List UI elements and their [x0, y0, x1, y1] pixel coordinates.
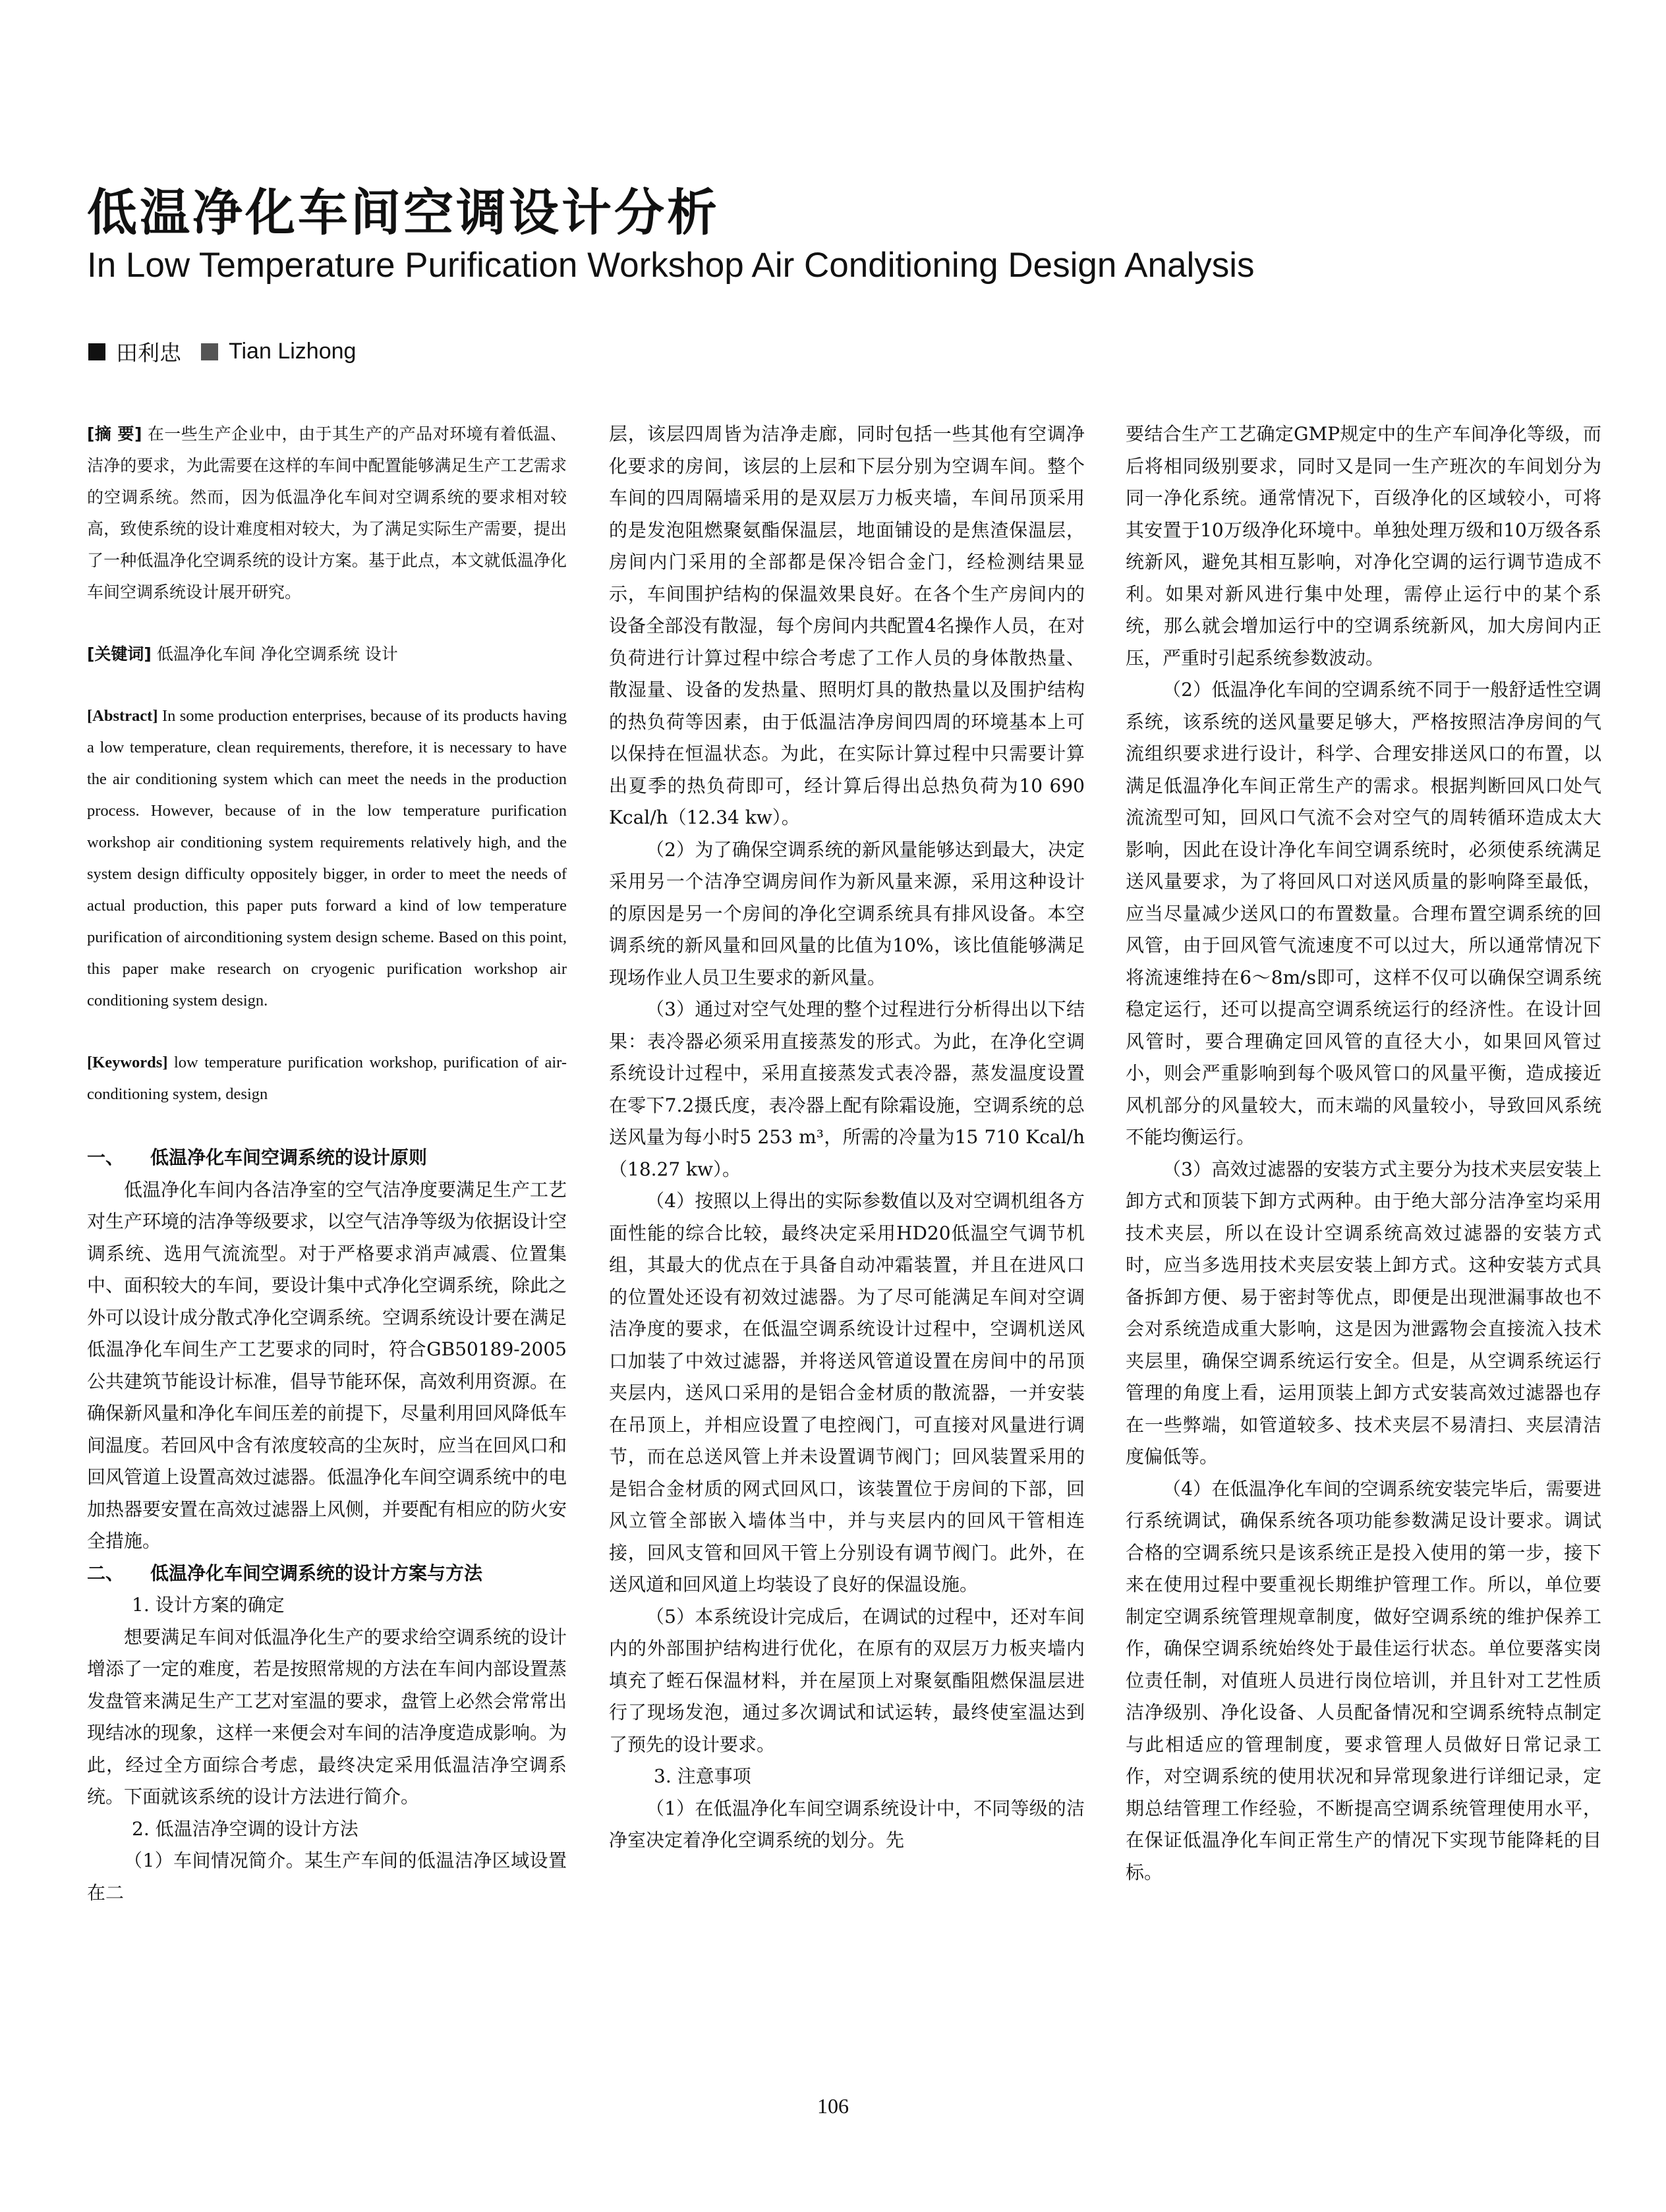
subsection-3-paragraph-4: （4）在低温净化车间的空调系统安装完毕后，需要进行系统调试，确保系统各项功能参数满足设计要求。调试合格的空调系统只是该系统正是投入使用的第一步，接下来在使用过程中要重视长期维护管理工作。所以，单位要制定空调系统管理规章制度，做好空调系统的维护保养工作，确保空调系统始终处于最佳运行状态。单位要落实岗位责任制，对值班人员进行岗位培训，并且针对工艺性质洁净级别、净化设备、人员配备情况和空调系统特点制定与此相适应的管理制度，要求管理人员做好日常记录工作，对空调系统的使用状况和异常现象进行详细记录，定期总结管理工作经验，不断提高空调系统管理使用水平，在保证低温净化车间正常生产的情况下实现节能降耗的目标。 — [1126, 1477, 1601, 1883]
section-2-heading — [87, 1558, 567, 1590]
column-2 — [609, 418, 1085, 1857]
keywords-en-text: low temperature purification workshop, purification of air-conditioning system, design — [87, 1054, 567, 1103]
section-1-title: 低温净化车间空调系统的设计原则 — [150, 1147, 428, 1168]
keywords-zh-text: 低温净化车间 净化空调系统 设计 — [156, 644, 398, 664]
section-2-number: 二、 — [87, 1562, 125, 1584]
abstract-en-text: In some production enterprises, because of its products having a low temperature, clean requirements, therefore, it is necessary to have the air conditioning system which can meet the needs in the production process. However, because of in the low temperature purification workshop air conditioning system requirements relatively high, and the system design difficulty oppositely bigger, in order to meet the needs of actual production, this paper puts forward a kind of low temperature purification of airconditioning system design scheme. Based on this point, this paper make research on cryogenic purification workshop air conditioning system design. — [87, 707, 567, 1009]
subsection-3-heading: 3. 注意事项 — [654, 1765, 751, 1787]
title-en: In Low Temperature Purification Workshop Air Conditioning Design Analysis — [87, 246, 1255, 285]
section-2-title: 低温净化车间空调系统的设计方案与方法 — [150, 1562, 483, 1584]
keywords-zh-tag: [关键词] — [87, 644, 152, 664]
abstract-zh-text: 在一些生产企业中，由于其生产的产品对环境有着低温、洁净的要求，为此需要在这样的车间中配置能够满足生产工艺需求的空调系统。然而，因为低温净化车间对空调系统的要求相对较高，致使系统的设计难度相对较大，为了满足实际生产需要，提出了一种低温净化空调系统的设计方案。基于此点，本文就低温净化车间空调系统设计展开研究。 — [87, 424, 567, 602]
subsection-2-paragraph-1-continued: 层，该层四周皆为洁净走廊，同时包括一些其他有空调净化要求的房间，该层的上层和下层分别为空调车间。整个车间的四周隔墙采用的是双层万力板夹墙，车间吊顶采用的是发泡阻燃聚氨酯保温层，地面铺设的是焦渣保温层，房间内门采用的全部都是保冷铝合金门，经检测结果显示，车间围护结构的保温效果良好。在各个生产房间内的设备全部没有散湿，每个房间内共配置4名操作人员，在对负荷进行计算过程中综合考虑了工作人员的身体散热量、散湿量、设备的发热量、照明灯具的散热量以及围护结构的热负荷等因素，由于低温洁净房间四周的环境基本上可以保持在恒温状态。为此，在实际计算过程中只需要计算出夏季的热负荷即可，经计算后得出总热负荷为10 690 Kcal/h（12.34 kw）。 — [609, 423, 1085, 828]
subsection-2-paragraph-2: （2）为了确保空调系统的新风量能够达到最大，决定采用另一个洁净空调房间作为新风量来源，采用这种设计的原因是另一个房间的净化空调系统具有排风设备。本空调系统的新风量和回风量的比值为10%，该比值能够满足现场作业人员卫生要求的新风量。 — [609, 838, 1085, 988]
abstract-zh — [87, 418, 567, 608]
subsection-2-paragraph-4: （4）按照以上得出的实际参数值以及对空调机组各方面性能的综合比较，最终决定采用HD20低温空气调节机组，其最大的优点在于具备自动冲霜装置，并且在进风口的位置处还设有初效过滤器。为了尽可能满足车间对空调洁净度的要求，在低温空调系统设计过程中，空调机送风口加装了中效过滤器，并将送风管道设置在房间中的吊顶夹层内，送风口采用的是铝合金材质的散流器，一并安装在吊顶上，并相应设置了电控阀门，可直接对风量进行调节，而在总送风管上并未设置调节阀门；回风装置采用的是铝合金材质的网式回风口，该装置位于房间的下部，回风立管全部嵌入墙体当中，并与夹层内的回风干管相连接，回风支管和回风干管上分别设有调节阀门。此外，在送风道和回风道上均装设了良好的保温设施。 — [609, 1190, 1085, 1595]
page-number: 106 — [817, 2094, 849, 2118]
column-3 — [1126, 418, 1601, 1888]
section-1-paragraph: 低温净化车间内各洁净室的空气洁净度要满足生产工艺对生产环境的洁净等级要求，以空气洁净等级为依据设计空调系统、选用气流流型。对于严格要求消声减震、位置集中、面积较大的车间，要设计集中式净化空调系统，除此之外可以设计成分散式净化空调系统。空调系统设计要在满足低温净化车间生产工艺要求的同时，符合GB50189-2005公共建筑节能设计标准，倡导节能环保，高效利用资源。在确保新风量和净化车间压差的前提下，尽量利用回风降低车间温度。若回风中含有浓度较高的尘灰时，应当在回风口和回风管道上设置高效过滤器。低温净化车间空调系统中的电加热器要安置在高效过滤器上风侧，并要配有相应的防火安全措施。 — [87, 1178, 567, 1552]
subsection-2-heading: 2. 低温洁净空调的设计方法 — [132, 1817, 359, 1840]
title-zh: 低温净化车间空调设计分析 — [87, 183, 720, 242]
square-bullet-icon — [201, 343, 218, 360]
abstract-en — [87, 700, 567, 1017]
subsection-1-heading: 1. 设计方案的确定 — [132, 1594, 285, 1616]
author-zh: 田利忠 — [116, 340, 181, 366]
subsection-3-paragraph-1-continued: 要结合生产工艺确定GMP规定中的生产车间净化等级，而后将相同级别要求，同时又是同一生产班次的车间划分为同一净化系统。通常情况下，百级净化的区域较小，可将其安置于10万级净化环境中。单独处理万级和10万级各系统新风，避免其相互影响，对净化空调的运行调节造成不利。如果对新风进行集中处理，需停止运行中的某个系统，那么就会增加运行中的空调系统新风，加大房间内正压，严重时引起系统参数波动。 — [1126, 423, 1601, 669]
keywords-en — [87, 1047, 567, 1110]
keywords-zh — [87, 638, 567, 670]
subsection-3-paragraph-1: （1）在低温净化车间空调系统设计中，不同等级的洁净室决定着净化空调系统的划分。先 — [609, 1797, 1085, 1851]
section-1-heading — [87, 1142, 567, 1174]
subsection-2-paragraph-1: （1）车间情况简介。某生产车间的低温洁净区域设置在二 — [87, 1850, 567, 1904]
subsection-1-paragraph: 想要满足车间对低温净化生产的要求给空调系统的设计增添了一定的难度，若是按照常规的方法在车间内部设置蒸发盘管来满足生产工艺对室温的要求，盘管上必然会常常出现结冰的现象，这样一来便会对车间的洁净度造成影响。为此，经过全方面综合考虑，最终决定采用低温洁净空调系统。下面就该系统的设计方法进行简介。 — [87, 1626, 567, 1807]
subsection-3-paragraph-2: （2）低温净化车间的空调系统不同于一般舒适性空调系统，该系统的送风量要足够大，严格按照洁净房间的气流组织要求进行设计，科学、合理安排送风口的布置，以满足低温净化车间正常生产的需求。根据判断回风口处气流流型可知，回风口气流不会对空气的周转循环造成太大影响，因此在设计净化车间空调系统时，必须使系统满足送风量要求，为了将回风口对送风质量的影响降至最低，应当尽量减少送风口的布置数量。合理布置空调系统的回风管，由于回风管气流速度不可以过大，所以通常情况下将流速维持在6～8m/s即可，这样不仅可以确保空调系统稳定运行，还可以提高空调系统运行的经济性。在设计回风管时，要合理确定回风管的直径大小，如果回风管过小，则会严重影响到每个吸风管口的风量平衡，造成接近风机部分的风量较大，而末端的风量较小，导致回风系统不能均衡运行。 — [1126, 679, 1601, 1148]
abstract-en-tag: [Abstract] — [87, 707, 158, 725]
section-1-number: 一、 — [87, 1147, 125, 1168]
byline — [88, 336, 356, 367]
subsection-3-paragraph-3: （3）高效过滤器的安装方式主要分为技术夹层安装上卸方式和顶装下卸方式两种。由于绝大部分洁净室均采用技术夹层，所以在设计空调系统高效过滤器的安装方式时，应当多选用技术夹层安装上卸方式。这种安装方式具备拆卸方便、易于密封等优点，即便是出现泄漏事故也不会对系统造成重大影响，这是因为泄露物会直接流入技术夹层里，确保空调系统运行安全。但是，从空调系统运行管理的角度上看，运用顶装上卸方式安装高效过滤器也存在一些弊端，如管道较多、技术夹层不易清扫、夹层清洁度偏低等。 — [1126, 1158, 1601, 1467]
column-1 — [87, 418, 567, 1909]
subsection-2-paragraph-5: （5）本系统设计完成后，在调试的过程中，还对车间内的外部围护结构进行优化，在原有的双层万力板夹墙内填充了蛭石保温材料，并在屋顶上对聚氨酯阻燃保温层进行了现场发泡，通过多次调试和试运转，最终使室温达到了预先的设计要求。 — [609, 1605, 1085, 1755]
author-en: Tian Lizhong — [229, 339, 357, 364]
keywords-en-tag: [Keywords] — [87, 1054, 168, 1071]
square-bullet-icon — [88, 343, 105, 360]
subsection-2-paragraph-3: （3）通过对空气处理的整个过程进行分析得出以下结果：表冷器必须采用直接蒸发的形式。为此，在净化空调系统设计过程中，采用直接蒸发式表冷器，蒸发温度设置在零下7.2摄氏度，表冷器上配有除霜设施，空调系统的总送风量为每小时5 253 m³，所需的冷量为15 710 Kcal/h（18.27 kw）。 — [609, 998, 1085, 1180]
abstract-zh-tag: [摘 要] — [87, 424, 142, 443]
